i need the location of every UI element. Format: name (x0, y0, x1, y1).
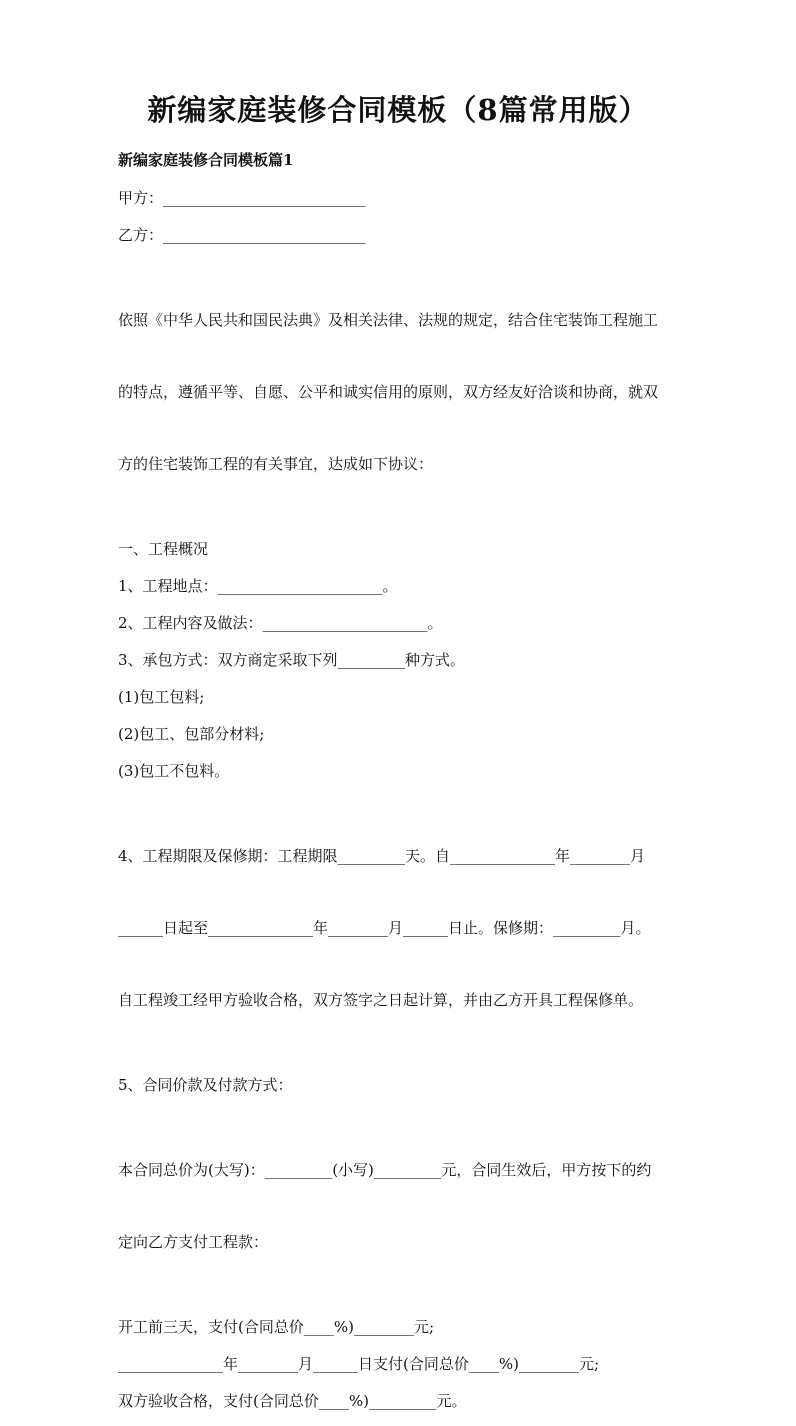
item-duration-warranty (118, 796, 684, 1060)
item-project-location: 1、工程地点：______________________。 (118, 577, 398, 595)
item-contract-method: 3、承包方式：双方商定采取下列_________种方式。 (118, 651, 466, 669)
option-labor-and-materials: (1)包工包料; (118, 688, 205, 706)
duration-line: 4、工程期限及保修期：工程期限_________天。自______________年________月 (118, 847, 646, 865)
item-price-payment: 5、合同价款及付款方式： (118, 1076, 293, 1094)
price-paragraph (118, 1110, 684, 1302)
price-line: 定向乙方支付工程款： (118, 1233, 269, 1251)
duration-line: 自工程竣工经甲方验收合格，双方签字之日起计算，并由乙方开具工程保修单。 (118, 991, 644, 1009)
section-heading: 新编家庭装修合同模板篇1 (118, 151, 294, 169)
document-title: 新编家庭装修合同模板（8篇常用版） (147, 93, 649, 127)
party-a-line: 甲方：___________________________ (118, 189, 366, 207)
price-line: 本合同总价为(大写)：_________(小写)_________元，合同生效后，甲方按下的约 (118, 1161, 652, 1179)
intro-paragraph (118, 260, 684, 524)
intro-line: 的特点，遵循平等、自愿、公平和诚实信用的原则，双方经友好洽谈和协商，就双 (118, 383, 659, 401)
option-labor-partial-materials: (2)包工、包部分材料; (118, 725, 265, 743)
payment-on-acceptance: 双方验收合格，支付(合同总价____%)_________元。 (118, 1392, 467, 1410)
intro-line: 方的住宅装饰工程的有关事宜，达成如下协议： (118, 455, 434, 473)
duration-line: ______日起至______________年________月______日止。保修期：_________月。 (118, 919, 651, 937)
document-body (118, 148, 684, 1426)
intro-line: 依照《中华人民共和国民法典》及相关法律、法规的规定，结合住宅装饰工程施工 (118, 311, 659, 329)
payment-before-start: 开工前三天，支付(合同总价____%)________元; (118, 1318, 435, 1336)
payment-dated: ______________年________月______日支付(合同总价____%)________元; (118, 1355, 600, 1373)
section-project-overview: 一、工程概况 (118, 540, 209, 558)
item-project-content: 2、工程内容及做法：______________________。 (118, 614, 443, 632)
option-labor-only: (3)包工不包料。 (118, 762, 230, 780)
party-b-line: 乙方：___________________________ (118, 226, 366, 244)
